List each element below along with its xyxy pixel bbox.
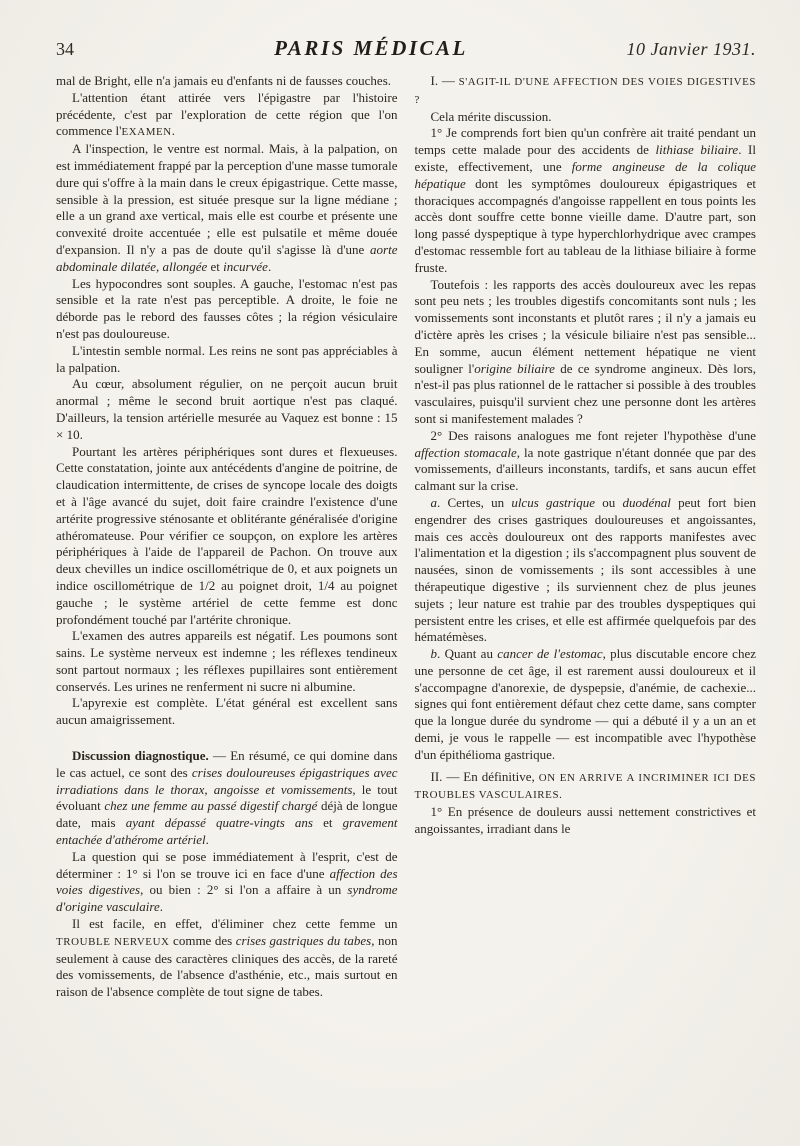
text-run: , ou bien : 2° si l'on a affaire à un [140, 882, 348, 898]
right-column [415, 73, 757, 1001]
text-run: . [267, 258, 272, 274]
text-run: . Quant au [437, 646, 498, 662]
paragraph [415, 804, 757, 838]
text-run: ayant dépassé quatre-vingts ans [125, 815, 313, 831]
paragraph [415, 125, 757, 276]
text-run: Les hypocondres sont souples. A gauche, l'estomac n'est pas sensible et la rate n'est pas perceptible. A droite, le foie ne déborde pas le rebord des fausses côtes ; la région vésiculaire n'est pas douloureuse. [56, 275, 398, 341]
paragraph [415, 73, 757, 109]
paragraph [56, 276, 398, 343]
text-run: affection des voies digestives [56, 865, 398, 898]
text-run: forme angineuse de la colique hépatique [414, 158, 756, 191]
text-run: Pourtant les artères périphériques sont dures et flexueuses. Cette constatation, jointe aux antécédents d'angine de poitrine, de claudication intermittente, de crises de syncope locale des doigts et à l'âge avancé du sujet, doit faire craindre l'existence d'une artérite progressive sténosante et oblitérante généralisée d'origine athéromateuse. Pour vérifier ce soupçon, on explore les artères périphériques à l'aide de l'appareil de Pachon. On trouve aux deux chevilles un indice oscillométrique de 0, et aux poignets un indice oscillométrique de 1/2 au poignet droit, 1/4 au poignet gauche ; le système artériel de cette femme est donc profondément touché par l'artérite chronique. [56, 443, 398, 627]
text-run: . Il existe, effectivement, une [414, 142, 756, 174]
text-run: mal de Bright, elle n'a jamais eu d'enfants ni de fausses couches. [56, 73, 391, 88]
page-header [56, 36, 756, 61]
text-run: chez une femme au passé digestif chargé [104, 798, 318, 814]
text-run: A l'inspection, le ventre est normal. Mais, à la palpation, on est immédiatement frappé par la perception d'une masse tumorale dure qui s'offre à la main dans le creux épigastrique. Cette masse, sensible à la pression, est située presque sur la ligne médiane ; elle a un grand axe vertical, mais elle est courbe et présente une convexité droite accentuée ; elle est pulsatile et même douée d'expansion. Il n'y a pas de doute qu'il s'agisse là d'une [56, 141, 398, 257]
paragraph [56, 73, 398, 90]
text-run: incurvée [223, 258, 268, 274]
paragraph [56, 376, 398, 443]
paragraph [56, 748, 398, 849]
text-run: gravement entachée d'athérome artériel [56, 815, 398, 848]
text-run: Cela mérite discussion. [430, 108, 552, 124]
paragraph [415, 646, 757, 764]
text-run: , le tout évoluant [56, 781, 398, 814]
text-run: Toutefois : les rapports des accès douloureux avec les repas sont peu nets ; les troubles digestifs concomitants sont nuls ; les vomissements sont inconstants et plutôt rares ; il n'y a jamais eu d'ictère après les crises ; la vésicule biliaire n'est pas sensible... En somme, aucun élément nettement hépatique ne vient souligner l' [414, 276, 756, 376]
text-run: de ce syndrome angineux. Dès lors, n'est-il pas plus rationnel de le rattacher si possible à des troubles vasculaires, puisqu'il survient chez une personne dont les artères sont si manifestement malades ? [414, 360, 756, 426]
text-run: Il est facile, en effet, d'éliminer chez cette femme un [72, 916, 398, 932]
text-run: . [159, 899, 164, 915]
text-run: . [205, 832, 209, 848]
text-run: , la note gastrique n'étant donnée que par des vomissements, d'ailleurs inconstants, tardifs, et sans aucun effet calmant sur la crise. [414, 444, 756, 494]
text-run: — En résumé, ce qui domine dans le cas actuel, ce sont des [56, 748, 398, 780]
text-run: II. — En définitive, [430, 768, 539, 784]
text-run: . [171, 123, 176, 139]
text-run: , plus discutable encore chez une personne de cet âge, il est rarement aussi douloureux et il s'accompagne d'anorexie, de dyspepsie, d'anémie, de cachexie... signes qui font entièrement défaut chez cette dame, sans compter que la longue durée du syndrome — qui a débuté il y a un an et demi, je vous le rappelle — est incompatible avec l'hypothèse d'un épithélioma gastrique. [414, 646, 756, 762]
text-run: 2° Des raisons analogues me font rejeter l'hypothèse d'une [430, 427, 756, 443]
text-run: et [207, 258, 224, 274]
paragraph [56, 90, 398, 141]
text-run: 1° En présence de douleurs aussi nettement constrictives et angoissantes, irradiant dans le [414, 804, 756, 837]
paragraph [56, 628, 398, 695]
text-run: comme des [169, 932, 236, 948]
text-run: a [430, 494, 437, 510]
text-run: cancer de l'estomac [497, 646, 603, 662]
text-run: duodénal [622, 494, 671, 510]
text-run: peut fort bien engendrer des crises gastriques douloureuses et angoissantes, mais ces accès douloureux ont des rapports manifestes avec l'alimentation et la digestion ; ils s'accompagnent plus souvent de nausées, sinon de vomissements ; ils sont accessibles à une thérapeutique digestive ; ils surviennent chez de plus jeunes sujets ; leur nature est trahie par des troubles dyspeptiques qui persistent entre les crises, et elle est affirmée quelquefois par des hématémèses. [414, 494, 757, 645]
text-run: ON EN ARRIVE A INCRIMINER ICI DES TROUBLES VASCULAIRES. [414, 771, 756, 802]
text-run: L'apyrexie est complète. L'état général est excellent sans aucun amaigrissement. [56, 695, 398, 728]
text-run: . Certes, un [437, 494, 512, 510]
text-run: La question qui se pose immédiatement à l'esprit, c'est de déterminer : 1° si l'on se trouve ici en face d'une [56, 848, 398, 881]
paragraph [56, 444, 398, 629]
text-run: b [430, 646, 437, 662]
paragraph [415, 428, 757, 495]
text-run: , non seulement à cause des caractères cliniques des accès, de la rareté des vomissements, de l'absence d'asthénie, etc., mais surtout en raison de l'absence complète de tout signe de tabes. [56, 932, 398, 1000]
text-run: crises gastriques du tabes [235, 932, 372, 948]
text-run: Discussion diagnostique. [72, 748, 209, 764]
text-run: crises douloureuses épigastriques avec irradiations dans le thorax, angoisse et vomissements [56, 764, 398, 797]
text-run: et [312, 815, 343, 831]
text-run: I. — [430, 73, 459, 88]
paragraph [56, 343, 398, 377]
paragraph [56, 916, 398, 1001]
text-run: L'attention étant attirée vers l'épigastre par l'histoire précédente, c'est par l'exploration de cette région que l'on commence l' [56, 89, 398, 139]
text-run: lithiase biliaire [655, 142, 739, 158]
text-run: ou [595, 494, 623, 510]
journal-title: PARIS MÉDICAL [274, 36, 468, 60]
paragraph [56, 695, 398, 729]
text-run: syndrome d'origine vasculaire [56, 882, 398, 915]
paragraph [415, 277, 757, 428]
text-run: aorte abdominale dilatée, allongée [56, 241, 398, 274]
text-run: Au cœur, absolument régulier, on ne perçoit aucun bruit anormal ; même le second bruit aortique n'est pas claqué. D'ailleurs, la tension artérielle mesurée au Vaquez est bonne : 15 × 10. [56, 376, 398, 442]
paragraph [415, 769, 757, 805]
text-run: S'AGIT-IL D'UNE AFFECTION DES VOIES DIGESTIVES ? [414, 76, 756, 106]
text-run: L'examen des autres appareils est négatif. Les poumons sont sains. Le système nerveux est indemne ; les réflexes tendineux sont partout normaux ; les réflexes pupillaires sont entièrement conservés. Les urines ne renferment ni sucre ni albumine. [56, 628, 398, 694]
paragraph [56, 141, 398, 275]
text-run: origine biliaire [474, 360, 555, 376]
text-run: déjà de longue date, mais [56, 798, 398, 831]
text-run: L'intestin semble normal. Les reins ne sont pas appréciables à la palpation. [56, 342, 398, 375]
paragraph [415, 495, 757, 646]
text-run: TROUBLE NERVEUX [56, 935, 170, 948]
issue-date: 10 Janvier 1931. [626, 39, 756, 59]
text-run: dont les symptômes douloureux épigastriques et thoraciques accompagnés d'angoisse rappellent en tous points les accès dont souffre cette bonne vieille dame. D'autre part, son long passé dyspeptique à type hyperchlorhydrique avec crampes d'estomac ressemble fort au tableau de la lithiase biliaire à forme fruste. [414, 175, 756, 275]
text-run: affection stomacale [414, 444, 517, 460]
text-run: EXAMEN [121, 126, 172, 139]
text-run: ulcus gastrique [511, 494, 596, 510]
paragraph [56, 849, 398, 916]
page-number: 34 [56, 39, 74, 59]
left-column [56, 73, 398, 1001]
text-run: 1° Je comprends fort bien qu'un confrère ait traité pendant un temps cette malade pour des accidents de [414, 125, 756, 158]
paragraph [415, 109, 757, 126]
article-body [56, 73, 756, 1001]
